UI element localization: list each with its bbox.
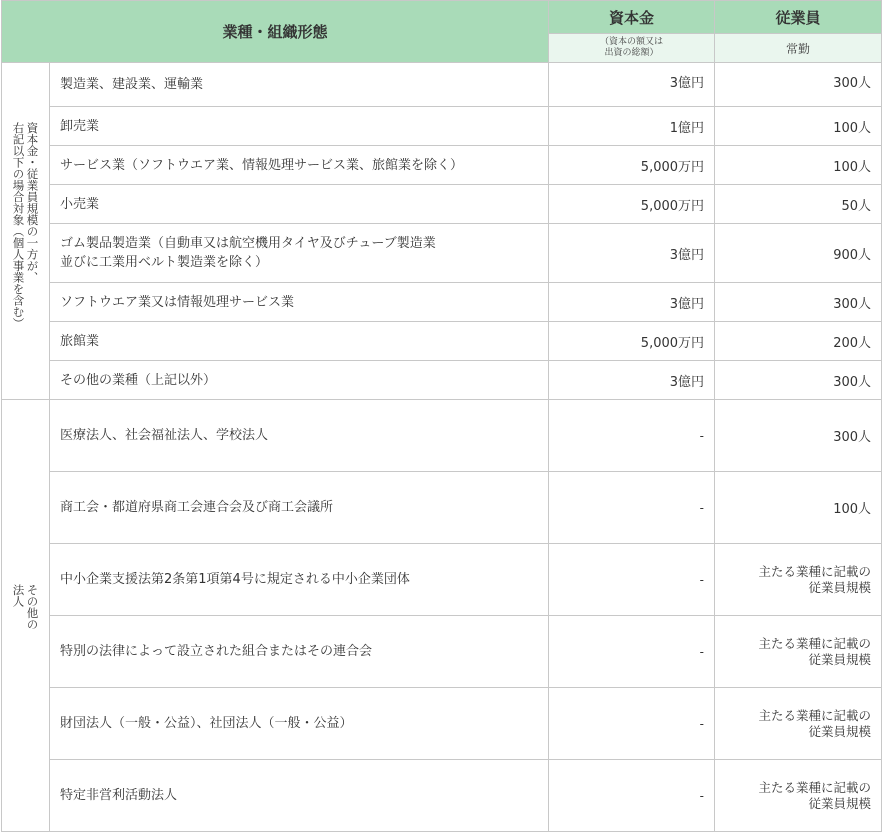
row-employees-line2: 従業員規模 (808, 651, 872, 667)
row-employees: 300人 (715, 361, 882, 400)
sme-definition-table (1, 0, 882, 832)
row-capital: 5,000万円 (549, 146, 715, 185)
header-employees-note: 常勤 (715, 34, 882, 63)
row-capital: - (549, 400, 715, 472)
row-employees-line2: 従業員規模 (808, 579, 872, 595)
row-name: ソフトウエア業又は情報処理サービス業 (50, 283, 549, 322)
row-name: 旅館業 (50, 322, 549, 361)
row-employees: 100人 (715, 146, 882, 185)
header-capital: 資本金 (549, 1, 715, 34)
group-label-other-corps (2, 400, 50, 832)
row-capital: 3億円 (549, 361, 715, 400)
row-capital: - (549, 472, 715, 544)
row-name: 医療法人、社会福祉法人、学校法人 (50, 400, 549, 472)
row-employees-line2: 従業員規模 (808, 795, 872, 811)
group-label-sme (2, 63, 50, 400)
group-label-sme-line2: 右記以下の場合対象（個人事業を含む） (11, 121, 26, 329)
row-name: 製造業、建設業、運輸業 (50, 63, 549, 107)
row-capital: 3億円 (549, 224, 715, 283)
row-name: 特別の法律によって設立された組合またはその連合会 (50, 616, 549, 688)
row-name: 財団法人（一般・公益）、社団法人（一般・公益） (50, 688, 549, 760)
header-industry: 業種・組織形態 (2, 1, 549, 63)
row-capital: - (549, 760, 715, 832)
row-capital: 5,000万円 (549, 185, 715, 224)
row-name (50, 224, 549, 283)
row-employees: 900人 (715, 224, 882, 283)
row-capital: - (549, 544, 715, 616)
row-employees-line2: 従業員規模 (808, 723, 872, 739)
row-employees: 300人 (715, 400, 882, 472)
header-employees: 従業員 (715, 1, 882, 34)
row-employees-line1: 主たる業種に記載の (758, 779, 872, 795)
row-name: 小売業 (50, 185, 549, 224)
row-capital: 1億円 (549, 107, 715, 146)
row-employees-line1: 主たる業種に記載の (758, 563, 872, 579)
row-employees-line1: 主たる業種に記載の (758, 707, 872, 723)
row-capital: 3億円 (549, 63, 715, 107)
header-capital-note-line2: 出資の総額） (604, 48, 659, 58)
group-label-sme-text (12, 122, 40, 337)
row-employees (715, 544, 882, 616)
row-name-line2: 並びに工業用ベルト製造業を除く） (60, 255, 269, 270)
row-capital: - (549, 688, 715, 760)
group-label-other-corps-text (12, 584, 40, 644)
row-employees: 300人 (715, 283, 882, 322)
row-employees: 200人 (715, 322, 882, 361)
row-employees: 100人 (715, 107, 882, 146)
row-name: 卸売業 (50, 107, 549, 146)
row-capital: 3億円 (549, 283, 715, 322)
group-label-other-line2: 法人 (11, 583, 26, 607)
row-name: 商工会・都道府県商工会連合会及び商工会議所 (50, 472, 549, 544)
row-employees-line1: 主たる業種に記載の (758, 635, 872, 651)
group-label-sme-line1: 資本金・従業員規模の一方が、 (25, 121, 40, 283)
row-name-line1: ゴム製品製造業（自動車又は航空機用タイヤ及びチューブ製造業 (60, 236, 436, 251)
row-name: 特定非営利活動法人 (50, 760, 549, 832)
row-employees: 100人 (715, 472, 882, 544)
row-capital: - (549, 616, 715, 688)
group-label-other-line1: その他の (25, 583, 40, 630)
row-name: 中小企業支援法第2条第1項第4号に規定される中小企業団体 (50, 544, 549, 616)
row-employees (715, 688, 882, 760)
row-employees (715, 616, 882, 688)
header-capital-note-line1: （資本の額又は (600, 37, 664, 47)
row-employees (715, 760, 882, 832)
row-employees: 300人 (715, 63, 882, 107)
header-capital-note (549, 34, 715, 63)
row-capital: 5,000万円 (549, 322, 715, 361)
row-name: その他の業種（上記以外） (50, 361, 549, 400)
row-name: サービス業（ソフトウエア業、情報処理サービス業、旅館業を除く） (50, 146, 549, 185)
row-employees: 50人 (715, 185, 882, 224)
